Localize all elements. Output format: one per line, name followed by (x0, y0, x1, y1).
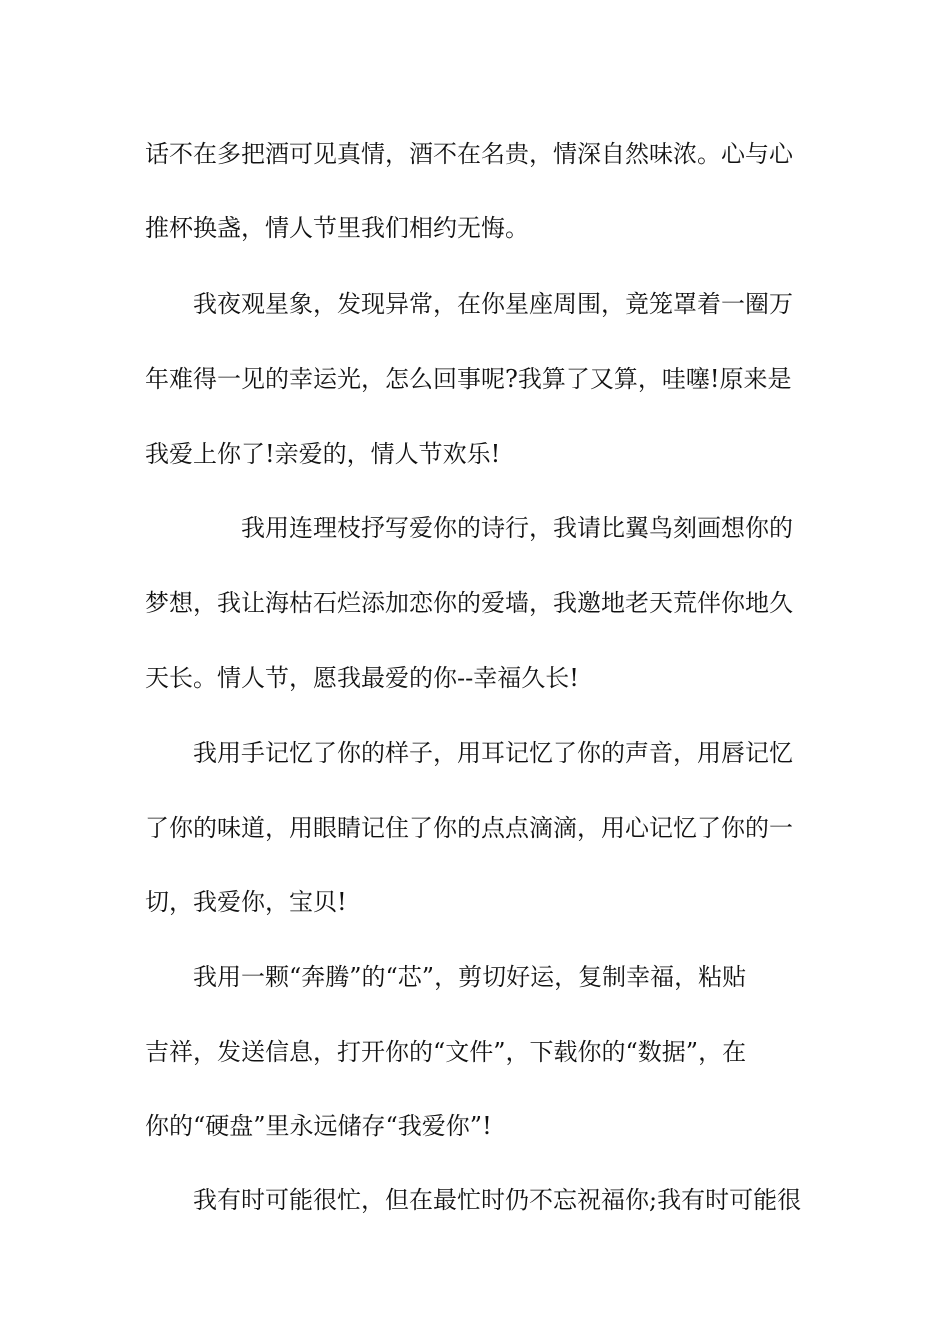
text-line: 年难得一见的幸运光，怎么回事呢?我算了又算，哇噻!原来是 (145, 365, 792, 393)
text-line: 你的“硬盘”里永远储存“我爱你”! (145, 1112, 492, 1140)
text-line: 切，我爱你，宝贝! (145, 888, 347, 916)
text-line: 了你的味道，用眼睛记住了你的点点滴滴，用心记忆了你的一 (145, 814, 793, 842)
text-line: 吉祥，发送信息，打开你的“文件”，下载你的“数据”，在 (145, 1038, 747, 1066)
text-line: 我用一颗“奔腾”的“芯”，剪切好运，复制幸福，粘贴 (193, 963, 747, 991)
text-line: 我有时可能很忙，但在最忙时仍不忘祝福你;我有时可能很 (193, 1186, 802, 1214)
text-line: 我夜观星象，发现异常，在你星座周围，竟笼罩着一圈万 (193, 290, 793, 318)
text-line: 我爱上你了!亲爱的，情人节欢乐! (145, 440, 501, 468)
text-line: 我用手记忆了你的样子，用耳记忆了你的声音，用唇记忆 (193, 739, 793, 767)
text-line: 梦想，我让海枯石烂添加恋你的爱墙，我邀地老天荒伴你地久 (145, 589, 793, 617)
text-line: 推杯换盏，情人节里我们相约无悔。 (145, 214, 529, 242)
text-line: 我用连理枝抒写爱你的诗行，我请比翼鸟刻画想你的 (241, 514, 793, 542)
text-line: 天长。情人节，愿我最爱的你--幸福久长! (145, 664, 579, 692)
text-line: 话不在多把酒可见真情，酒不在名贵，情深自然味浓。心与心 (145, 140, 793, 168)
